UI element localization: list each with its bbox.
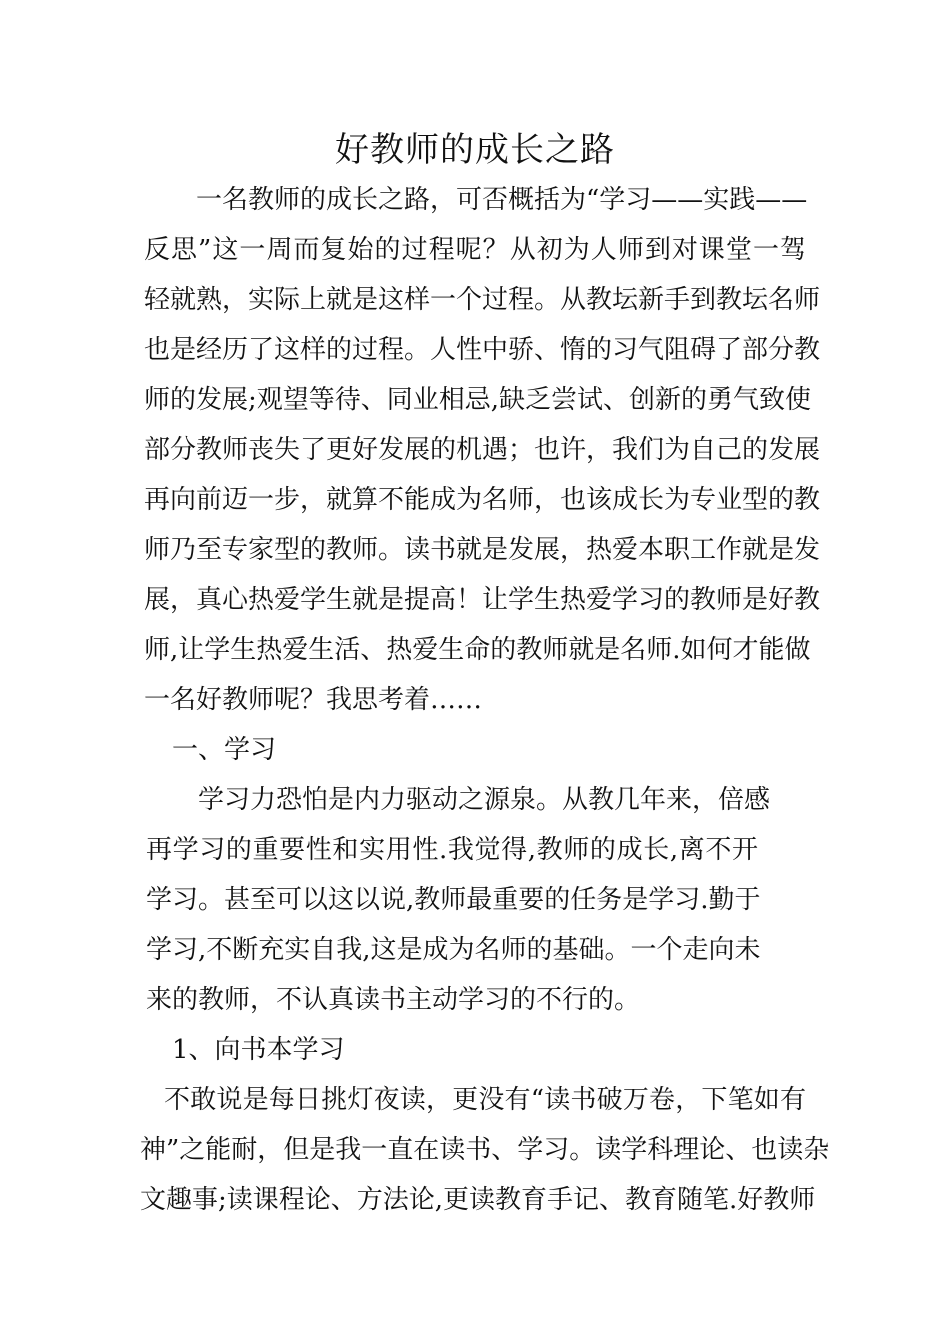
paragraph-line: 展，真心热爱学生就是提高！让学生热爱学习的教师是好教 bbox=[144, 585, 821, 615]
paragraph-line: 学习,不断充实自我,这是成为名师的基础。一个走向未 bbox=[146, 935, 761, 965]
paragraph-line: 学习力恐怕是内力驱动之源泉。从教几年来，倍感 bbox=[198, 785, 771, 815]
paragraph-line: 再向前迈一步，就算不能成为名师，也该成长为专业型的教 bbox=[144, 485, 821, 515]
paragraph-line: 不敢说是每日挑灯夜读，更没有“读书破万卷，下笔如有 bbox=[164, 1085, 806, 1115]
paragraph-line: 师乃至专家型的教师。读书就是发展，热爱本职工作就是发 bbox=[144, 535, 821, 565]
paragraph-line: 文趣事;读课程论、方法论,更读教育手记、教育随笔.好教师 bbox=[140, 1185, 816, 1215]
paragraph-line: 一名好教师呢？我思考着…… bbox=[144, 685, 483, 715]
document-title: 好教师的成长之路 bbox=[335, 130, 615, 170]
paragraph-line: 师,让学生热爱生活、热爱生命的教师就是名师.如何才能做 bbox=[144, 635, 811, 665]
paragraph-line: 神”之能耐，但是我一直在读书、学习。读学科理论、也读杂 bbox=[140, 1135, 830, 1165]
paragraph-line: 部分教师丧失了更好发展的机遇；也许，我们为自己的发展 bbox=[144, 435, 821, 465]
paragraph-line: 反思”这一周而复始的过程呢？从初为人师到对课堂一驾 bbox=[144, 235, 806, 265]
section-heading: 一、学习 bbox=[172, 735, 277, 765]
subsection-heading: 1、向书本学习 bbox=[172, 1035, 345, 1065]
paragraph-line: 也是经历了这样的过程。人性中骄、惰的习气阻碍了部分教 bbox=[144, 335, 821, 365]
paragraph-line: 再学习的重要性和实用性.我觉得,教师的成长,离不开 bbox=[146, 835, 758, 865]
paragraph-line: 学习。甚至可以这以说,教师最重要的任务是学习.勤于 bbox=[146, 885, 761, 915]
paragraph-line: 轻就熟，实际上就是这样一个过程。从教坛新手到教坛名师 bbox=[144, 285, 821, 315]
paragraph-line: 师的发展;观望等待、同业相忌,缺乏尝试、创新的勇气致使 bbox=[144, 385, 812, 415]
paragraph-line: 来的教师，不认真读书主动学习的不行的。 bbox=[146, 985, 641, 1015]
paragraph-line: 一名教师的成长之路，可否概括为“学习——实践—— bbox=[196, 185, 808, 215]
